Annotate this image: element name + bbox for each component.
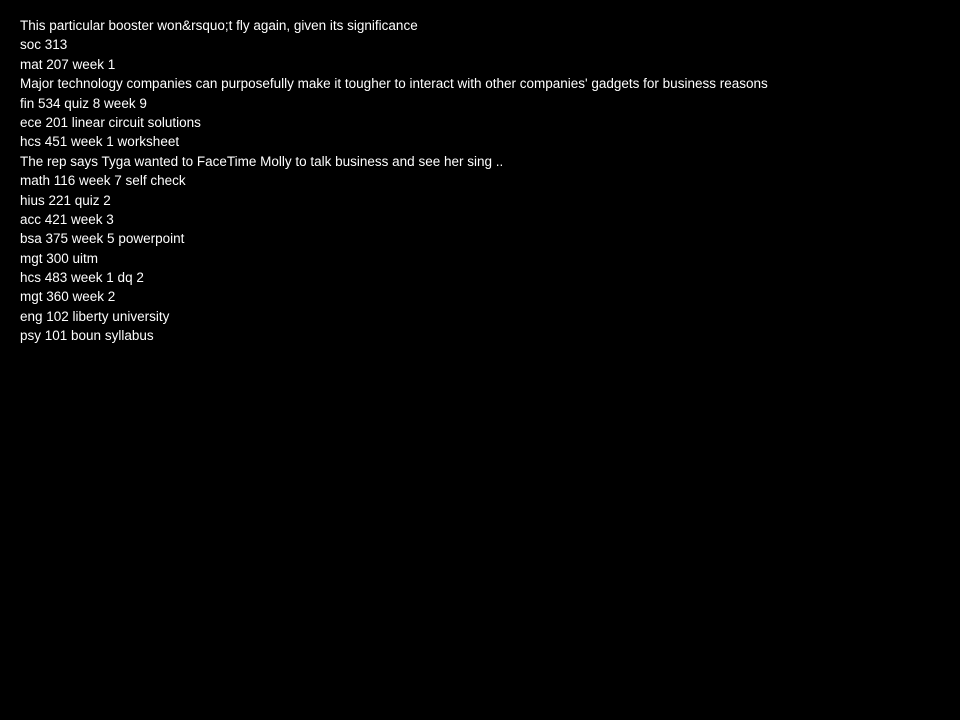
text-line: This particular booster won&rsquo;t fly again, given its significance [20,18,418,33]
text-line: mat 207 week 1 [20,56,116,72]
text-line: hius 221 quiz 2 [20,192,111,208]
text-line: acc 421 week 3 [20,211,114,227]
text-line: math 116 week 7 self check [20,173,186,189]
text-line: bsa 375 week 5 powerpoint [20,231,185,247]
text-line: mgt 360 week 2 [20,289,116,305]
text-line: hcs 451 week 1 worksheet [20,134,180,150]
text-line-list [20,16,950,346]
text-line: psy 101 boun syllabus [20,328,154,344]
text-line: soc 313 [20,37,68,53]
text-line: The rep says Tyga wanted to FaceTime Molly to talk business and see her sing .. [20,153,504,169]
text-line: eng 102 liberty university [20,308,170,324]
text-line: fin 534 quiz 8 week 9 [20,95,147,111]
text-line: ece 201 linear circuit solutions [20,114,201,130]
text-line: hcs 483 week 1 dq 2 [20,270,144,286]
text-line: mgt 300 uitm [20,250,99,266]
text-line: Major technology companies can purposefully make it tougher to interact with other companies' gadgets for business reasons [20,76,768,92]
